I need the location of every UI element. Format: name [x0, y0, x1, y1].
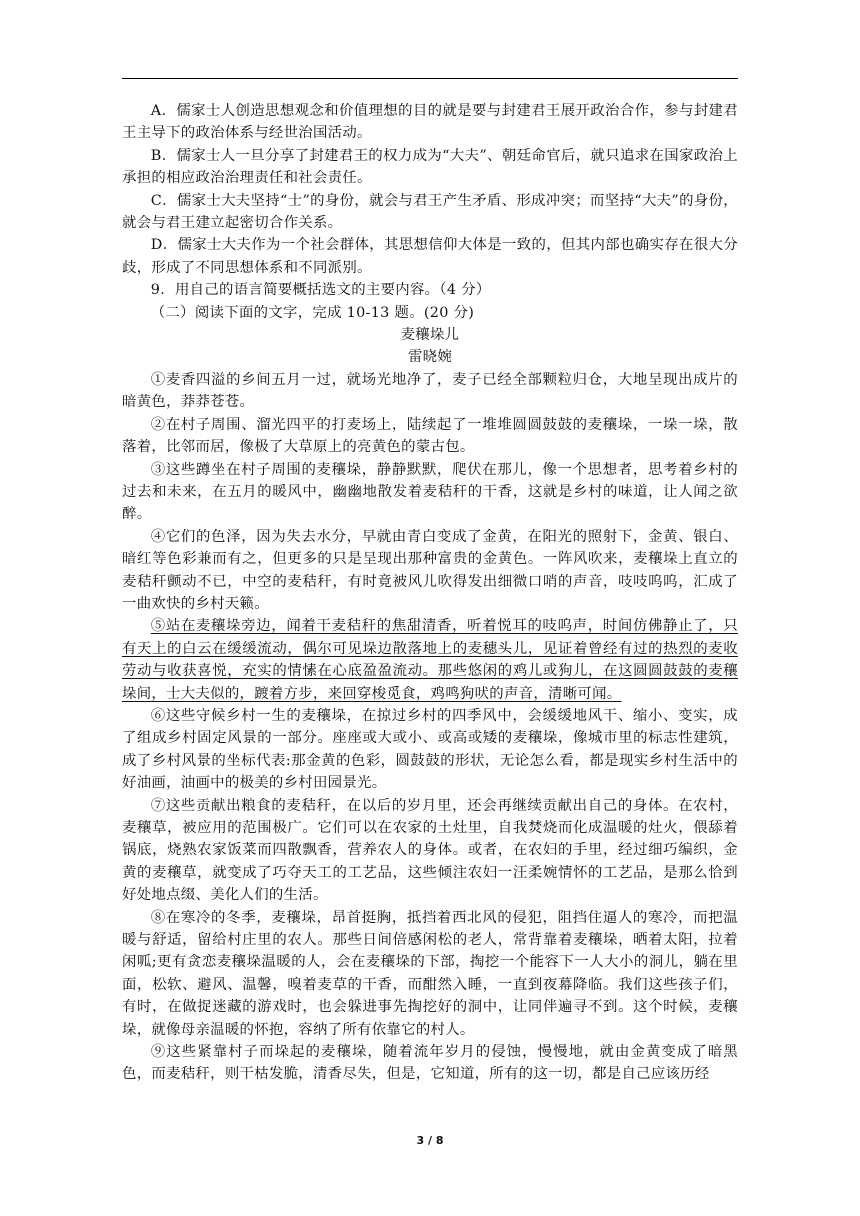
paragraph-7: ⑦这些贡献出粮食的麦秸秆，在以后的岁月里，还会再继续贡献出自己的身体。在农村，麦穰草，被应用的范围极广。它们可以在农家的土灶里，自我焚烧而化成温暖的灶火，偎舔着锅底，烧熟农家饭菜而四散飘香，营养农人的身体。或者，在农妇的手里，经过细巧编织，金黄的麦穰草，就变成了巧夺天工的工艺品，这些倾注农妇一汪柔婉情怀的工艺品，是那么恰到好处地点缀、美化人们的生活。 — [122, 797, 738, 904]
option-c: C．儒家士大夫坚持“士”的身份，就会与君王产生矛盾、形成冲突；而坚持“大夫”的身份，就会与君王建立起密切合作关系。 — [122, 192, 738, 232]
paragraph-5-underlined: ⑤站在麦穰垛旁边，闻着干麦秸秆的焦甜清香，听着悦耳的吱呜声，时间仿佛静止了，只有天上的白云在缓缓流动，偶尔可见垛边散落地上的麦穗头儿，见证着曾经有过的热烈的麦收劳动与收获喜悦，充实的情愫在心底盈盈流动。那些悠闲的鸡儿或狗儿，在这圆圆鼓鼓的麦穰垛间，士大夫似的，踱着方步，来回穿梭觅食，鸡鸣狗吠的声音，清晰可闻。 — [122, 618, 738, 702]
option-d: D．儒家士大夫作为一个社会群体，其思想信仰大体是一致的，但其内部也确实存在很大分歧，形成了不同思想体系和不同派别。 — [122, 237, 738, 276]
page-content — [122, 100, 738, 1086]
paragraph-8: ⑧在寒冷的冬季，麦穰垛，昂首挺胸，抵挡着西北风的侵犯，阻挡住逼人的寒冷，而把温暖与舒适，留给村庄里的农人。那些日间倍感闲松的老人，常背靠着麦穰垛，晒着太阳，拉着闲呱;更有贪恋麦穰垛温暖的人，会在麦穰垛的下部，掏挖一个能容下一人大小的洞儿，躺在里面，松软、避风、温馨，嗅着麦草的干香，而酣然入睡，一直到夜幕降临。我们这些孩子们，有时，在做捉迷藏的游戏时，也会躲进事先掏挖好的洞中，让同伴遍寻不到。这个时候，麦穰垛，就像母亲温暖的怀抱，容纳了所有依靠它的村人。 — [122, 909, 738, 1038]
paragraph-4: ④它们的色泽，因为失去水分，早就由青白变成了金黄，在阳光的照射下，金黄、银白、暗红等色彩兼而有之，但更多的只是呈现出那种富贵的金黄色。一阵风吹来，麦穰垛上直立的麦秸秆颤动不已，中空的麦秸秆，有时竟被风儿吹得发出细微口哨的声音，吱吱呜呜，汇成了一曲欢快的乡村天籁。 — [122, 528, 738, 612]
option-b: B．儒家士人一旦分享了封建君王的权力成为“大夫”、朝廷命官后，就只追求在国家政治上承担的相应政治治理责任和社会责任。 — [122, 147, 738, 187]
article-title: 麦穰垛儿 — [400, 327, 460, 344]
paragraph-2: ②在村子周围、溜光四平的打麦场上，陆续起了一堆堆圆圆鼓鼓的麦穰垛，一垛一垛，散落着，比邻而居，像极了大草原上的亮黄色的蒙古包。 — [122, 416, 738, 456]
paragraph-3: ③这些蹲坐在村子周围的麦穰垛，静静默默，爬伏在那儿，像一个思想者，思考着乡村的过去和未来，在五月的暖风中，幽幽地散发着麦秸秆的干香，这就是乡村的味道，让人闻之欲醉。 — [122, 461, 738, 523]
article-author: 雷晓婉 — [407, 349, 453, 366]
section-heading: （二）阅读下面的文字，完成 10-13 题。(20 分) — [150, 304, 475, 321]
paragraph-1: ①麦香四溢的乡间五月一过，就场光地净了，麦子已经全部颗粒归仓，大地呈现出成片的暗黄色，莽莽苍苍。 — [122, 371, 738, 411]
question-9: 9．用自己的语言简要概括选文的主要内容。（4 分） — [150, 282, 491, 299]
option-a: A．儒家士人创造思想观念和价值理想的目的就是要与封建君王展开政治合作，参与封建君王主导下的政治体系与经世治国活动。 — [122, 103, 738, 142]
header-rule — [122, 78, 738, 79]
paragraph-6: ⑥这些守候乡村一生的麦穰垛，在掠过乡村的四季风中，会缓缓地风干、缩小、变实，成了组成乡村固定风景的一部分。座座或大或小、或高或矮的麦穰垛，像城市里的标志性建筑，成了乡村风景的坐标代表:那金黄的色彩，圆鼓鼓的形状，无论怎么看，都是现实乡村生活中的好油画，油画中的极美的乡村田园景光。 — [122, 707, 738, 792]
paragraph-9: ⑨这些紧靠村子而垛起的麦穰垛，随着流年岁月的侵蚀，慢慢地，就由金黄变成了暗黑色，而麦秸秆，则干枯发脆，清香尽失，但是，它知道，所有的这一切，都是自己应该历经 — [122, 1044, 738, 1083]
page-number: 3 / 8 — [416, 1134, 444, 1147]
